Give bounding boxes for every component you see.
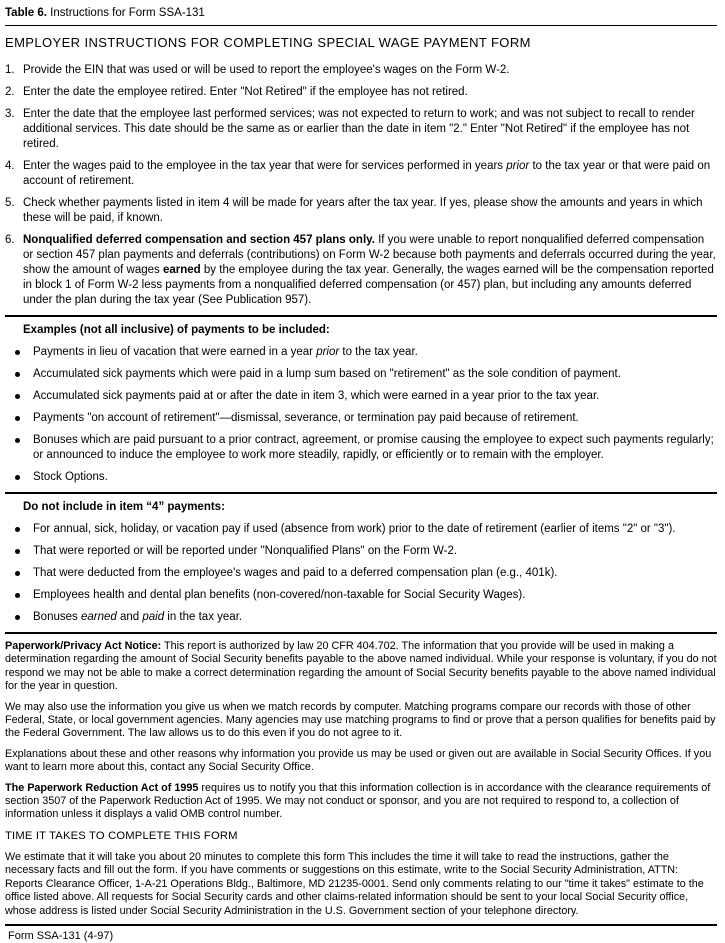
instruction-text: Enter the date that the employee last performed services; was not expected to return to work; and was not subject to recall to render additional services. This date should be the same as or earlier than the date in item "2." Enter "Not Retired" if the employee has not retired. <box>23 108 695 150</box>
bullet-item <box>5 470 717 485</box>
notice-paragraph: We may also use the information you give us when we match records by computer. Matching programs compare our records with those of other Federal, State, or local government agencies. Many agencies may use matching programs to find or prove that a person qualifies for benefits paid by the Federal Government. The law allows us to do this even if you do not agree to it. <box>5 700 716 740</box>
table-caption <box>5 4 717 25</box>
instruction-item <box>5 85 717 100</box>
include-section <box>5 323 717 485</box>
time-heading: TIME IT TAKES TO COMPLETE THIS FORM <box>5 829 238 842</box>
bullet-item <box>5 522 717 537</box>
bullet-item <box>5 411 717 426</box>
bullet-marker-icon <box>15 416 20 421</box>
main-heading: EMPLOYER INSTRUCTIONS FOR COMPLETING SPECIAL WAGE PAYMENT FORM <box>5 35 531 50</box>
notice-paragraph: The Paperwork Reduction Act of 1995 requires us to notify you that this information collection is in accordance with the clearance requirements of section 3507 of the Paperwork Reduction Act of 1995. We may not conduct or sponsor, and you are not required to respond to, a collection of information unless it displays a valid OMB control number. <box>5 781 711 821</box>
bullet-marker-icon <box>15 549 20 554</box>
instruction-number: 5. <box>5 197 15 209</box>
bullet-marker-icon <box>15 527 20 532</box>
bullet-item <box>5 610 717 625</box>
bullet-marker-icon <box>15 615 20 620</box>
notices <box>5 640 717 822</box>
bullet-text: Payments "on account of retirement"—dismissal, severance, or termination pay paid because of retirement. <box>33 412 579 424</box>
instruction-number: 3. <box>5 108 15 120</box>
instruction-item <box>5 63 717 78</box>
instruction-text: Enter the date the employee retired. Enter "Not Retired" if the employee has not retired. <box>23 86 468 98</box>
bullet-text: Accumulated sick payments which were paid in a lump sum based on "retirement" as the sole condition of payment. <box>33 368 621 380</box>
bullet-item <box>5 588 717 603</box>
instruction-item <box>5 159 717 189</box>
bullet-text: Bonuses which are paid pursuant to a prior contract, agreement, or promise causing the employee to expect such payments regularly; or announced to induce the employee to work more steadily, rapidly, or efficiently or to remain with the employer. <box>33 434 714 461</box>
caption-divider <box>5 25 717 26</box>
exclude-bullets <box>5 522 717 625</box>
bullet-text: For annual, sick, holiday, or vacation pay if used (absence from work) prior to the date of retirement (earlier of items "2" or "3"). <box>33 523 676 535</box>
exclude-heading: Do not include in item “4” payments: <box>23 501 225 513</box>
bullet-item <box>5 566 717 581</box>
bullet-text: Stock Options. <box>33 471 108 483</box>
instruction-text: Provide the EIN that was used or will be used to report the employee's wages on the Form W-2. <box>23 64 510 76</box>
bullet-text: That were reported or will be reported under "Nonqualified Plans" on the Form W-2. <box>33 545 458 557</box>
section-divider-include <box>5 315 717 317</box>
bullet-item <box>5 367 717 382</box>
instruction-text: Enter the wages paid to the employee in the tax year that were for services performed in years prior to the tax year or that were paid on account of retirement. <box>23 160 711 187</box>
bullet-text: Payments in lieu of vacation that were earned in a year prior to the tax year. <box>33 346 418 358</box>
include-heading: Examples (not all inclusive) of payments to be included: <box>23 324 330 336</box>
bullet-item <box>5 544 717 559</box>
bullet-marker-icon <box>15 394 20 399</box>
exclude-section <box>5 500 717 625</box>
instruction-item <box>5 233 717 308</box>
bullet-marker-icon <box>15 475 20 480</box>
bullet-marker-icon <box>15 438 20 443</box>
time-paragraph: We estimate that it will take you about 20 minutes to complete this form This includes the time it will take to read the instructions, gather the necessary facts and fill out the form. If you have comments or suggestions on this estimate, write to the Social Security Administration, ATTN: Reports Clearance Officer, 1-A-21 Operations Bldg., Baltimore, MD 21235-0001. Send only comments relating to our "time it takes" estimate to the office listed above. All requests for Social Security cards and other claims-related information should be sent to your local Social Security office, whose address is listed under Social Security Administration in the U.S. Government section of your telephone directory. <box>5 850 704 917</box>
notice-paragraph: Paperwork/Privacy Act Notice: This report is authorized by law 20 CFR 404.702. The information that you provide will be used in making a determination regarding the amount of Social Security benefits payable to the above named individual. While your response is voluntary, if you do not respond we may not be able to make a correct determination regarding the amount of Social Security benefits payable to the above named individual for the year in question. <box>5 640 717 693</box>
bullet-item <box>5 389 717 404</box>
instruction-number: 4. <box>5 160 15 172</box>
instruction-number: 1. <box>5 64 15 76</box>
bullet-marker-icon <box>15 350 20 355</box>
include-bullets <box>5 345 717 485</box>
bullet-marker-icon <box>15 372 20 377</box>
instruction-item <box>5 196 717 226</box>
bullet-item <box>5 345 717 360</box>
bullet-marker-icon <box>15 571 20 576</box>
section-divider-exclude <box>5 492 717 494</box>
table-caption-text: Instructions for Form SSA-131 <box>46 7 205 19</box>
instruction-number: 6. <box>5 234 15 246</box>
bullet-text: Employees health and dental plan benefits (non-covered/non-taxable for Social Security Wages). <box>33 589 526 601</box>
instruction-text: Check whether payments listed in item 4 will be made for years after the tax year. If yes, please show the amounts and years in which these will be paid, if known. <box>23 197 703 224</box>
instructions-list <box>5 63 717 308</box>
section-divider-notices <box>5 632 717 634</box>
instruction-item <box>5 107 717 152</box>
instruction-text: Nonqualified deferred compensation and section 457 plans only. If you were unable to report nonqualified deferred compensation or section 457 plan payments and deferrals (contributions) on Form W-2 because both payments and deferrals occurred during the year, show the amount of wages earned by the employee during the tax year. Generally, the wages earned will be the compensation reported in block 1 of Form W-2 less payments from a nonqualified deferred compensation (or 457) plan, but including any amounts deferred under the plan during the tax year (See Publication 957). <box>23 234 716 306</box>
table-caption-label: Table 6. <box>5 7 47 19</box>
bullet-marker-icon <box>15 593 20 598</box>
footer-text: Form SSA-131 (4-97) <box>8 929 114 942</box>
bullet-text: That were deducted from the employee's wages and paid to a deferred compensation plan (e.g., 401k). <box>33 567 558 579</box>
instruction-number: 2. <box>5 86 15 98</box>
bullet-item <box>5 433 717 463</box>
bullet-text: Accumulated sick payments paid at or after the date in item 3, which were earned in a year prior to the tax year. <box>33 390 600 402</box>
notice-paragraph: Explanations about these and other reasons why information you provide us may be used or given out are available in Social Security Offices. If you want to learn more about this, contact any Social Security Office. <box>5 747 712 774</box>
bullet-text: Bonuses earned and paid in the tax year. <box>33 611 243 623</box>
